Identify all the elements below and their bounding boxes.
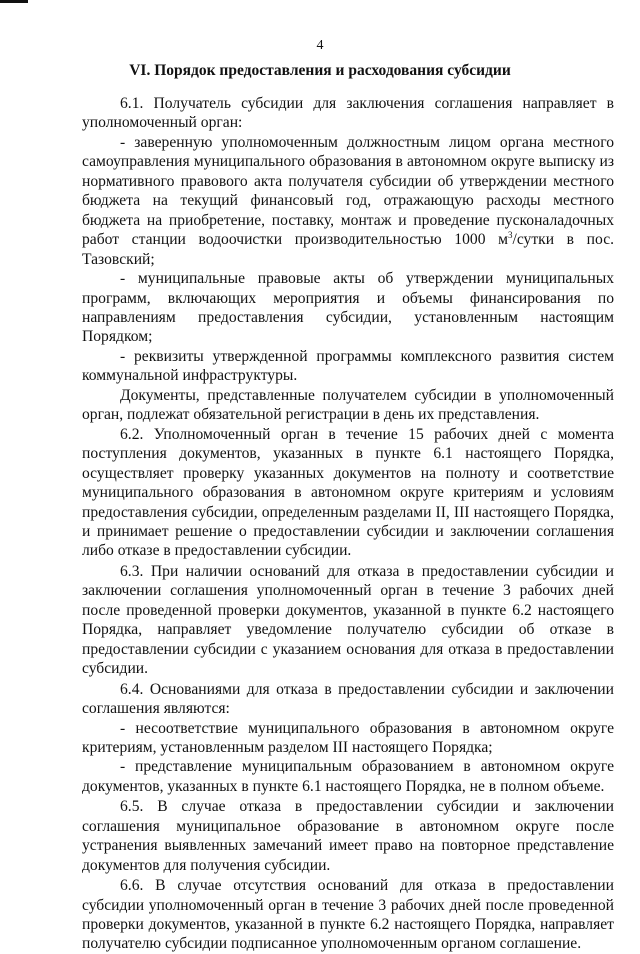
paragraph-text: /сутки в пос. Тазовский;	[82, 231, 615, 268]
paragraph: - представление муниципальным образованием в автономном округе документов, указанных в пункте 6.1 настоящего Порядка, не в полном объеме.	[82, 758, 614, 795]
paragraph: Документы, представленные получателем субсидии в уполномоченный орган, подлежат обязательной регистрации в день их представления.	[82, 386, 614, 424]
paragraph-text: - заверенную уполномоченным должностным лицом органа местного самоуправления муниципального образования в автономном округе выписку из нормативного правового акта получателя субсидии об утверждении местного бюджета на текущий финансовый год, отражающую расходы местного бюджета на приобретение, поставку, монтаж и проведение пусконаладочных работ станции водоочистки производительностью 1000 м	[82, 133, 614, 249]
paragraph	[82, 133, 614, 269]
paragraph: 6.4. Основаниями для отказа в предоставлении субсидии и заключении соглашения являются:	[82, 680, 614, 718]
paragraph: - реквизиты утвержденной программы комплексного развития систем коммунальной инфраструктуры.	[82, 347, 614, 385]
section-title: VI. Порядок предоставления и расходования субсидии	[129, 62, 511, 79]
paragraph: - муниципальные правовые акты об утверждении муниципальных программ, включающих мероприятия и объемы финансирования по направлениям предоставления субсидии, установленным настоящим Порядком;	[82, 270, 614, 346]
paragraph: 6.3. При наличии оснований для отказа в предоставлении субсидии и заключении соглашения уполномоченный орган в течение 3 рабочих дней после проведенной проверки документов, указанной в пункте 6.2 настоящего Порядка, направляет уведомление получателю субсидии об отказе в предоставлении субсидии с указанием основания для отказа в предоставлении субсидии.	[82, 562, 614, 678]
superscript: 3	[507, 229, 513, 240]
paragraph: 6.1. Получатель субсидии для заключения соглашения направляет в уполномоченный орган:	[82, 95, 614, 132]
document-body	[82, 94, 614, 954]
corner-mark	[0, 0, 28, 3]
page-number: 4	[316, 38, 324, 53]
paragraph: 6.5. В случае отказа в предоставлении субсидии и заключении соглашения муниципальное образование в автономном округе после устранения выявленных замечаний имеет право на повторное представление документов для получения субсидии.	[82, 798, 614, 874]
paragraph: 6.2. Уполномоченный орган в течение 15 рабочих дней с момента поступления документов, указанных в пункте 6.1 настоящего Порядка, осуществляет проверку указанных документов на полноту и соответствие муниципального образования в автономном округе критериям и условиям предоставления субсидии, определенным разделами II, III настоящего Порядка, и принимает решение о предоставлении субсидии и заключении соглашения либо отказе в предоставлении субсидии.	[82, 425, 614, 560]
paragraph: - несоответствие муниципального образования в автономном округе критериям, установленным разделом III настоящего Порядка;	[82, 719, 614, 756]
paragraph: 6.6. В случае отсутствия оснований для отказа в предоставлении субсидии уполномоченный орган в течение 3 рабочих дней после проведенной проверки документов, указанной в пункте 6.2 настоящего Порядка, направляет получателю субсидии подписанное уполномоченным органом соглашение.	[82, 877, 614, 953]
